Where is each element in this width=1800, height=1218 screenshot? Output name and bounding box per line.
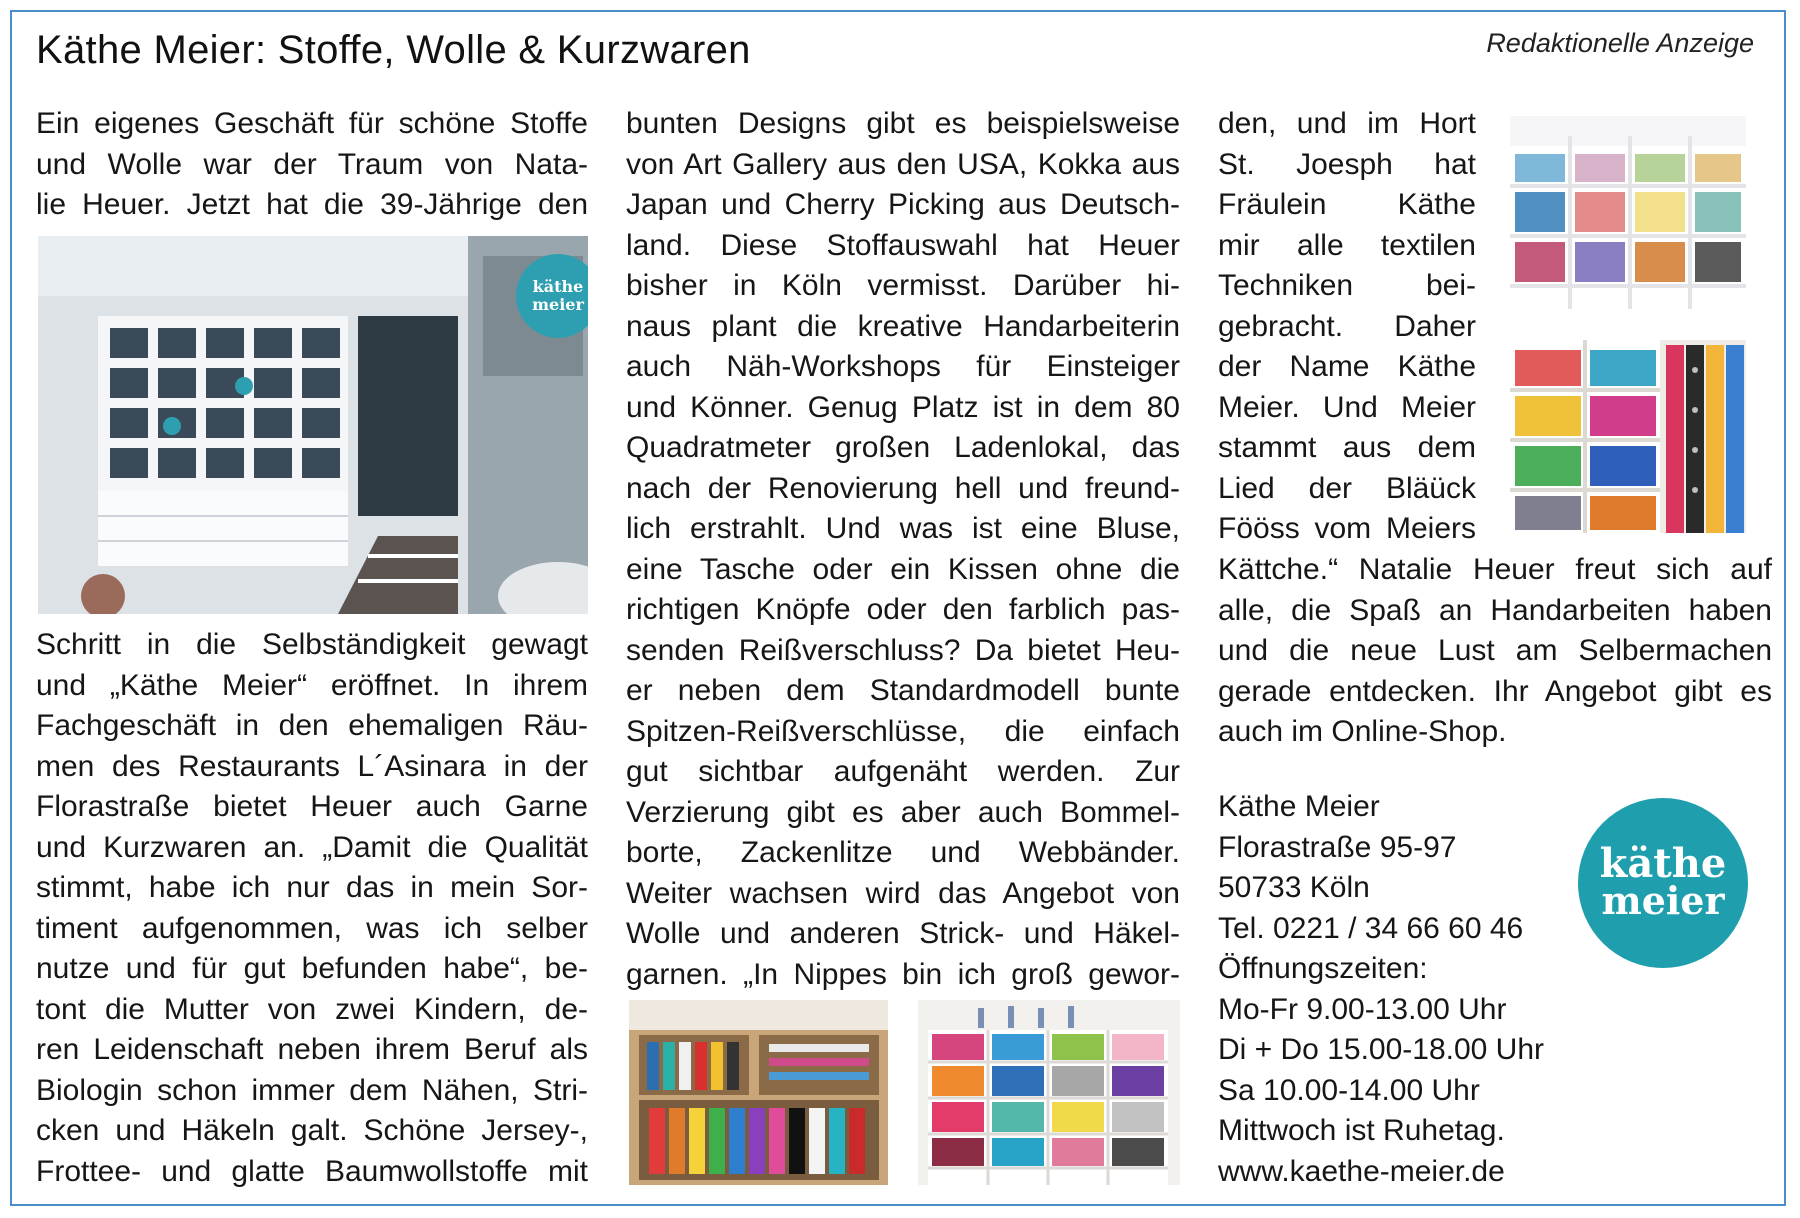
fabric-shelves-photo [1510,116,1746,309]
text-line: ren Leidenschaft neben ihrem Beruf als [36,1033,588,1066]
text-line: Sa 10.00-14.00 Uhr [1218,1073,1480,1107]
text-line: eine Tasche oder ein Kissen ohne die [626,552,1180,586]
text-line: bisher in Köln vermisst. Darüber hi- [626,269,1180,302]
storefront-sign-line-1: käthe [532,277,584,296]
column-1-top-text [36,104,588,226]
column-3-narrow-text [1218,104,1476,550]
text-line: naus plant die kreative Handarbeiterin [626,309,1180,343]
text-line: Mittwoch ist Ruhetag. [1218,1114,1505,1147]
text-line: gebracht. Daher [1218,309,1476,343]
text-line: senden Reißverschluss? Da bietet Heu- [626,633,1180,667]
text-line: Verzierung gibt es aber auch Bommel- [626,795,1180,829]
kaethe-meier-logo [1578,798,1748,968]
text-line: Fööss vom Meiers [1218,512,1476,545]
text-line: Quadratmeter großen Ladenlokal, das [626,431,1180,464]
text-line: lie Heuer. Jetzt hat die 39-Jährige den [36,188,588,221]
text-line: men des Restaurants L´Asinara in der [36,749,588,783]
storefront-sign-line-2: meier [532,295,584,314]
contact-info [1218,787,1578,1192]
text-line: Schritt in die Selbständigkeit gewagt [36,628,588,661]
text-line: www.kaethe-meier.de [1218,1154,1505,1188]
text-line: Käthe Meier [1218,790,1380,823]
text-line: und die neue Lust am Selbermachen [1218,634,1772,667]
text-line: gerade entdecken. Ihr Angebot gibt es [1218,674,1772,708]
text-line: Di + Do 15.00-18.00 Uhr [1218,1033,1545,1066]
text-line: Biologin schon immer dem Nähen, Stri- [36,1073,588,1107]
text-line: der Name Käthe [1218,350,1476,383]
text-line: alle, die Spaß an Handarbeiten haben [1218,593,1772,627]
logo-line-2: meier [1601,878,1725,923]
text-line: bunten Designs gibt es beispielsweise [626,107,1180,140]
text-line: gut sichtbar aufgenäht werden. Zur [626,755,1180,788]
text-line: nach der Renovierung hell und freund- [626,471,1180,505]
text-line: Kättche.“ Natalie Heuer freut sich auf [1218,553,1772,586]
text-line: lich erstrahlt. Und was ist eine Bluse, [626,512,1180,545]
text-line: Frottee- und glatte Baumwollstoffe mit [36,1154,588,1188]
text-line: Florastraße bietet Heuer auch Garne [36,790,588,823]
article-title: Käthe Meier: Stoffe, Wolle & Kurzwaren [36,28,751,72]
text-line: und „Käthe Meier“ eröffnet. In ihrem [36,668,588,702]
text-line: Tel. 0221 / 34 66 60 46 [1218,911,1524,945]
logo-line-1: käthe [1599,840,1727,887]
text-line: 50733 Köln [1218,871,1370,904]
text-line: cken und Häkeln galt. Schöne Jersey-, [36,1114,588,1147]
text-line: stimmt, habe ich nur das in mein Sor- [36,871,588,904]
text-line: timent aufgenommen, was ich selber [36,911,588,945]
text-line: Meier. Und Meier [1218,390,1476,424]
text-line: land. Diese Stoffauswahl hat Heuer [626,228,1180,262]
text-line: auch Näh-Workshops für Einsteiger [626,350,1180,383]
text-line: St. Joesph hat [1218,147,1476,181]
text-line: von Art Gallery aus den USA, Kokka aus [626,147,1180,181]
text-line: borte, Zackenlitze und Webbänder. [626,836,1180,869]
text-line: und Wolle war der Traum von Nata- [36,147,588,181]
text-line: tont die Mutter von zwei Kindern, de- [36,992,588,1026]
haberdashery-photo [629,1000,888,1185]
text-line: Fräulein Käthe [1218,188,1476,221]
text-line: garnen. „In Nippes bin ich groß gewor- [626,957,1180,991]
storefront-photo [38,236,588,614]
text-line: Ein eigenes Geschäft für schöne Stoffe [36,107,588,140]
text-line: stammt aus dem [1218,431,1476,464]
text-line: Weiter wachsen wird das Angebot von [626,876,1180,910]
text-line: Wolle und anderen Strick- und Häkel- [626,917,1180,950]
advertorial-label: Redaktionelle Anzeige [1486,28,1754,58]
text-line: richtigen Knöpfe oder den farblich pas- [626,593,1180,626]
text-line: den, und im Hort [1218,107,1476,140]
column-2-text [626,104,1180,995]
text-line: mir alle textilen [1218,228,1476,262]
text-line: Florastraße 95-97 [1218,830,1457,864]
yarn-shelf-photo [918,1000,1180,1185]
text-line: Mo-Fr 9.00-13.00 Uhr [1218,992,1507,1026]
text-line: Japan und Cherry Picking aus Deutsch- [626,188,1180,221]
text-line: Lied der Bläück [1218,471,1476,505]
text-line: und Kurzwaren an. „Damit die Qualität [36,830,588,864]
text-line: auch im Online-Shop. [1218,715,1507,748]
text-line: Öffnungszeiten: [1218,952,1428,985]
text-line: Techniken bei- [1218,269,1476,302]
text-line: Fachgeschäft in den ehemaligen Räu- [36,709,588,742]
column-1-bottom-text [36,625,588,1192]
text-line: nutze und für gut befunden habe“, be- [36,952,588,985]
text-line: er neben dem Standardmodell bunte [626,674,1180,707]
fabric-rolls-photo [1510,340,1746,533]
text-line: und Könner. Genug Platz ist in dem 80 [626,390,1180,424]
column-3-wide-text [1218,550,1772,753]
text-line: Spitzen-Reißverschlüsse, die einfach [626,714,1180,748]
